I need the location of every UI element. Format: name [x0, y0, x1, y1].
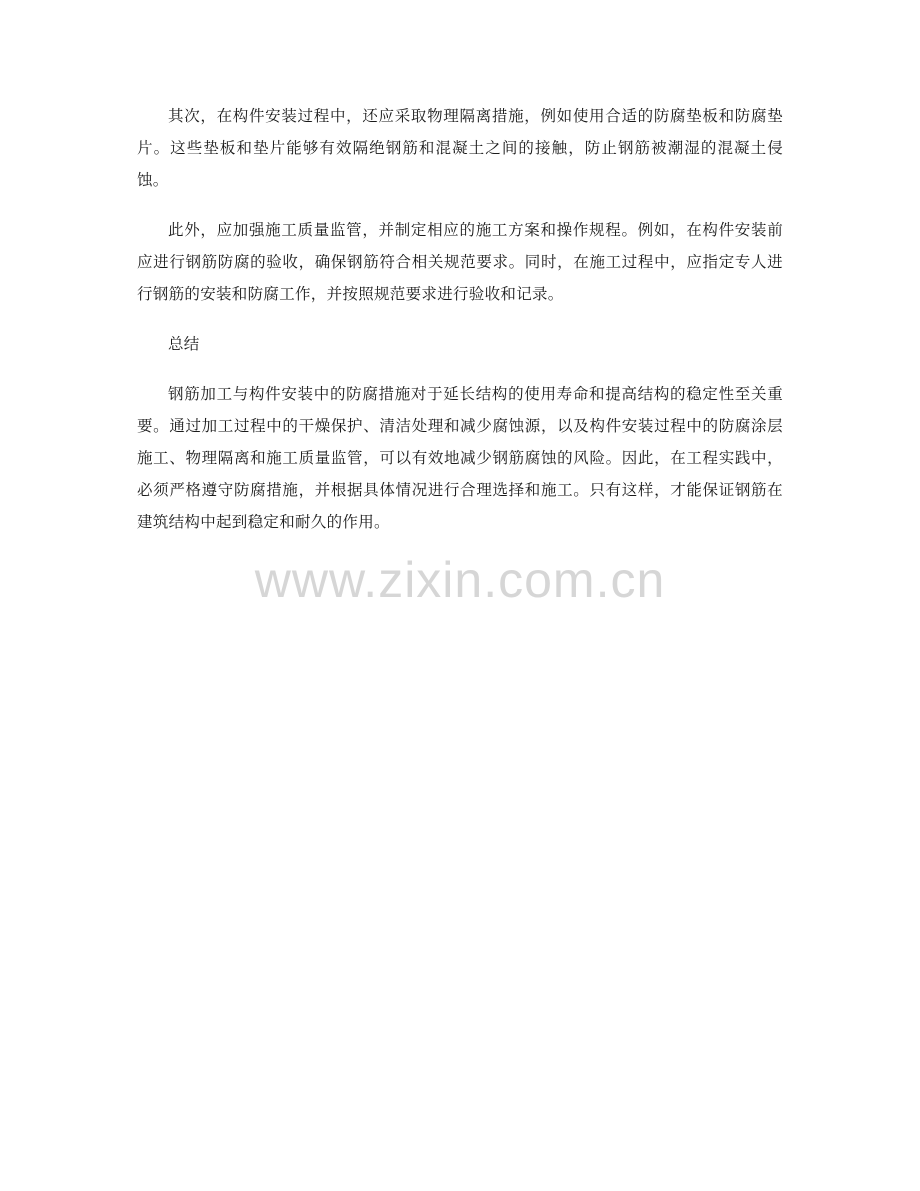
document-body: [137, 100, 783, 556]
watermark: www.zixin.com.cn: [254, 552, 666, 608]
paragraph-summary: 钢筋加工与构件安装中的防腐措施对于延长结构的使用寿命和提高结构的稳定性至关重要。通过加工过程中的干燥保护、清洁处理和减少腐蚀源，以及构件安装过程中的防腐涂层施工、物理隔离和施工质量监管，可以有效地减少钢筋腐蚀的风险。因此，在工程实践中，必须严格遵守防腐措施，并根据具体情况进行合理选择和施工。只有这样，才能保证钢筋在建筑结构中起到稳定和耐久的作用。: [137, 385, 783, 531]
section-heading-summary: 总结: [168, 335, 200, 353]
paragraph-quality-supervision: 此外，应加强施工质量监管，并制定相应的施工方案和操作规程。例如，在构件安装前应进行钢筋防腐的验收，确保钢筋符合相关规范要求。同时，在施工过程中，应指定专人进行钢筋的安装和防腐工作，并按照规范要求进行验收和记录。: [137, 221, 783, 303]
paragraph-physical-isolation: 其次，在构件安装过程中，还应采取物理隔离措施，例如使用合适的防腐垫板和防腐垫片。这些垫板和垫片能够有效隔绝钢筋和混凝土之间的接触，防止钢筋被潮湿的混凝土侵蚀。: [137, 107, 783, 189]
